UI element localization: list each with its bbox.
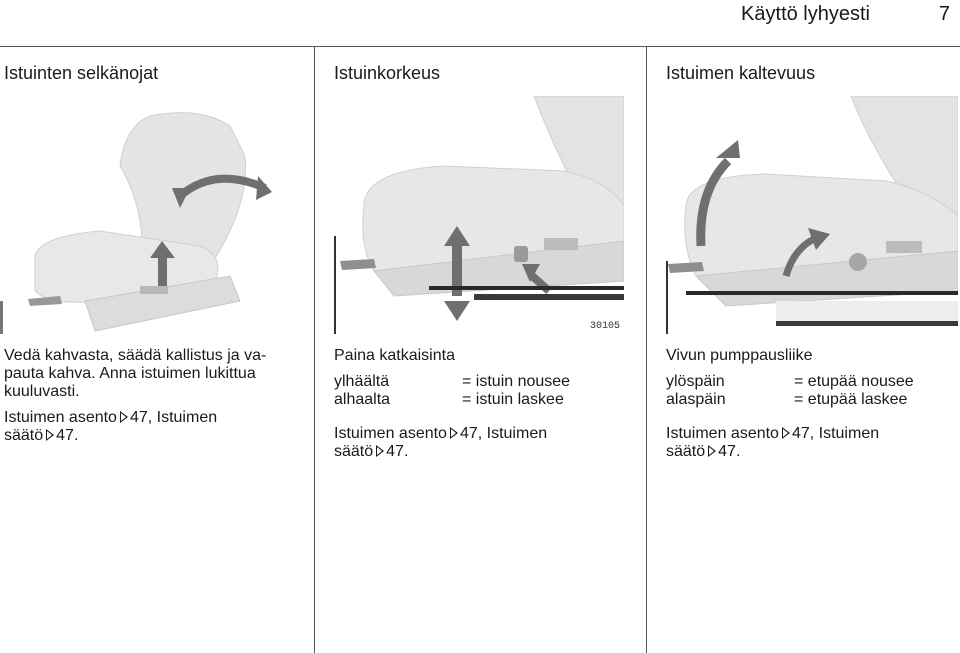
figure-code: 30105 <box>589 321 620 332</box>
reference-text: Istuimen asento <box>4 409 117 426</box>
seat-height-row-down <box>334 391 634 409</box>
direction-result: = istuin nousee <box>462 373 571 390</box>
seat-height-row-up <box>334 373 634 391</box>
direction-label: alhaalta <box>334 391 391 408</box>
column-seat-height <box>314 46 646 653</box>
page-reference-arrow-icon <box>46 429 54 441</box>
seat-tilt-reference <box>666 425 956 461</box>
seat-height-illustration <box>334 96 624 334</box>
seat-height-reference <box>334 425 634 461</box>
page-number: 7 <box>938 3 950 25</box>
reference-text: säätö <box>334 443 374 460</box>
backrest-instructions <box>4 347 294 401</box>
direction-label: ylhäältä <box>334 373 390 390</box>
instruction-line: Vedä kahvasta, säädä kallistus ja va- <box>4 347 267 364</box>
seat-height-text <box>334 347 634 469</box>
backrest-reference <box>4 409 294 445</box>
instruction-line: kuuluvasti. <box>4 383 80 400</box>
instruction-line: pauta kahva. Anna istuimen lukittua <box>4 365 256 382</box>
seat-tilt-text <box>666 347 956 469</box>
reference-text: säätö <box>666 443 706 460</box>
column-seat-tilt <box>646 46 960 653</box>
seat-tilt-illustration <box>666 96 958 334</box>
reference-link[interactable]: 47. <box>386 443 409 460</box>
seat-tilt-intro: Vivun pumppausliike <box>666 347 813 364</box>
reference-text: säätö <box>4 427 44 444</box>
reference-link[interactable]: 47. <box>56 427 79 444</box>
page-reference-arrow-icon <box>120 411 128 423</box>
page-reference-arrow-icon <box>450 427 458 439</box>
direction-result: = etupää nousee <box>794 373 914 390</box>
page-reference-arrow-icon <box>708 445 716 457</box>
seat-tilt-row-down <box>666 391 956 409</box>
column-backrest <box>0 46 313 653</box>
direction-label: ylöspäin <box>666 373 725 390</box>
reference-link[interactable]: 47, Istuimen <box>791 425 880 442</box>
page-reference-arrow-icon <box>782 427 790 439</box>
seat-height-intro: Paina katkaisinta <box>334 347 455 364</box>
section-title: Käyttö lyhyesti <box>741 3 870 25</box>
page-header <box>0 0 960 47</box>
reference-text: Istuimen asento <box>666 425 779 442</box>
backrest-text <box>4 347 294 453</box>
backrest-illustration <box>0 96 296 334</box>
seat-tilt-row-up <box>666 373 956 391</box>
reference-link[interactable]: 47. <box>718 443 741 460</box>
direction-result: = etupää laskee <box>794 391 908 408</box>
page-reference-arrow-icon <box>376 445 384 457</box>
seat-tilt-heading: Istuimen kaltevuus <box>666 63 816 83</box>
backrest-heading: Istuinten selkänojat <box>4 63 159 83</box>
direction-result: = istuin laskee <box>462 391 564 408</box>
seat-height-heading: Istuinkorkeus <box>334 63 441 83</box>
reference-text: Istuimen asento <box>334 425 447 442</box>
direction-label: alaspäin <box>666 391 726 408</box>
reference-link[interactable]: 47, Istuimen <box>459 425 548 442</box>
reference-link[interactable]: 47, Istuimen <box>129 409 218 426</box>
